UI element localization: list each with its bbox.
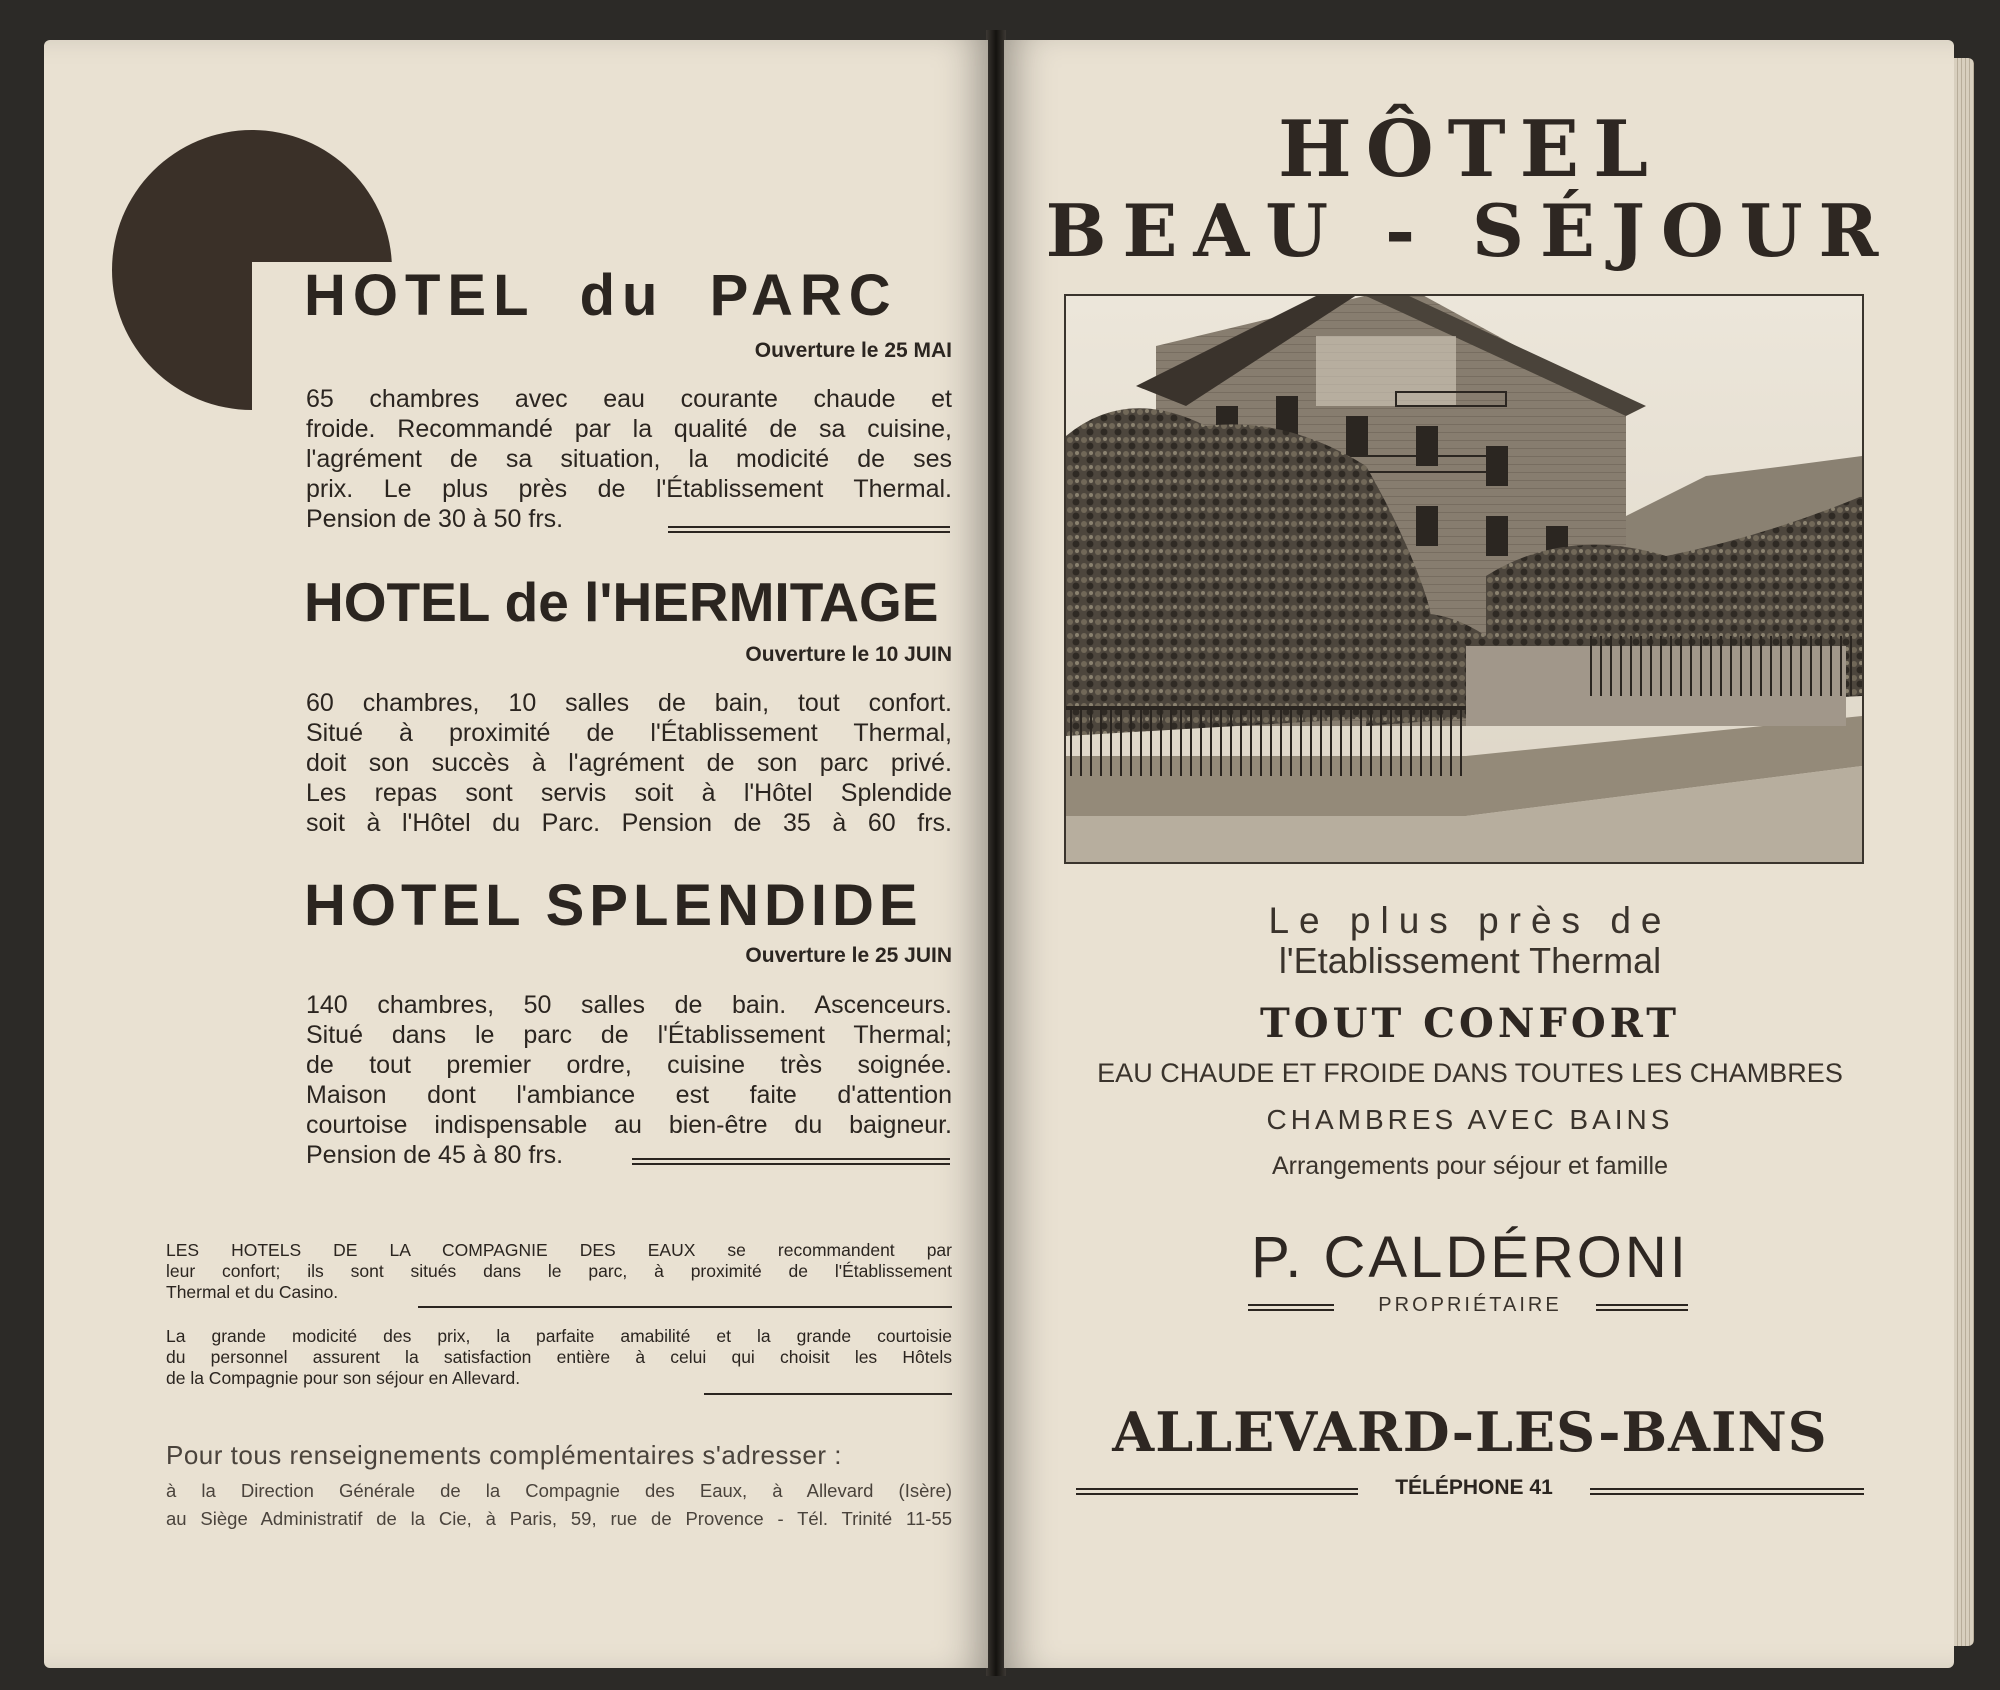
hotel-splendide-description [306, 990, 952, 1170]
company-note-1 [166, 1240, 952, 1303]
hotel-parc-title: HOTEL du PARC [304, 263, 898, 328]
owner-rule-right [1596, 1304, 1688, 1311]
info-heading: Pour tous renseignements complémentaires s'adresser : [166, 1440, 842, 1470]
section-divider [668, 526, 950, 533]
text-line: Maison dont l'ambiance est faite d'attention [306, 1081, 952, 1109]
hotel-splendide-title: HOTEL SPLENDIDE [304, 873, 923, 938]
book-gutter [986, 30, 1006, 1676]
hot-cold-water-line: EAU CHAUDE ET FROIDE DANS TOUTES LES CHAMBRES [1097, 1058, 1843, 1088]
hotel-hermitage-description [306, 688, 952, 838]
owner-rule-left [1248, 1304, 1334, 1311]
text-line: Situé dans le parc de l'Établissement Thermal; [306, 1021, 952, 1049]
hotel-photograph [1064, 294, 1864, 864]
tagline-line-1: Le plus près de [1268, 900, 1672, 941]
text-line: Pension de 30 à 50 frs. [306, 505, 564, 533]
hotel-splendide-opening: Ouverture le 25 JUIN [745, 944, 952, 967]
hotel-parc-opening: Ouverture le 25 MAI [754, 339, 952, 362]
text-line: Situé à proximité de l'Établissement Thermal, [306, 719, 952, 747]
info-line-2: au Siège Administratif de la Cie, à Paris, 59, rue de Provence - Tél. Trinité 11-55 [166, 1508, 952, 1529]
rooms-with-baths-line: CHAMBRES AVEC BAINS [1266, 1104, 1674, 1135]
text-line: prix. Le plus près de l'Établissement Thermal. [306, 475, 952, 503]
info-line-1: à la Direction Générale de la Compagnie des Eaux, à Allevard (Isère) [166, 1480, 952, 1501]
owner-name: P. CALDÉRONI [1251, 1225, 1689, 1290]
phone-rule-right [1590, 1488, 1864, 1495]
hotel-beau-sejour-title-line-2: BEAU - SÉJOUR [1045, 188, 1895, 273]
note-rule [704, 1393, 952, 1395]
note-rule [418, 1306, 952, 1308]
company-note-2 [166, 1326, 952, 1389]
section-divider [632, 1158, 950, 1165]
text-line: de tout premier ordre, cuisine très soignée. [306, 1051, 952, 1079]
owner-role: PROPRIÉTAIRE [1378, 1294, 1562, 1316]
hotel-beau-sejour-title-line-1: HÔTEL [1278, 104, 1662, 195]
text-line: de la Compagnie pour son séjour en Allevard. [166, 1368, 521, 1388]
text-line: froide. Recommandé par la qualité de sa cuisine, [306, 415, 952, 443]
text-line: 65 chambres avec eau courante chaude et [306, 385, 952, 413]
hotel-hermitage-opening: Ouverture le 10 JUIN [745, 643, 952, 666]
town-name: ALLEVARD-LES-BAINS [1112, 1400, 1828, 1464]
text-line: Pension de 45 à 80 frs. [306, 1141, 564, 1169]
phone-rule-left [1076, 1488, 1358, 1495]
text-line: soit à l'Hôtel du Parc. Pension de 35 à 60 frs. [306, 809, 952, 837]
text-line: du personnel assurent la satisfaction entière à celui qui choisit les Hôtels [166, 1347, 952, 1367]
text-line: LES HOTELS DE LA COMPAGNIE DES EAUX se recommandent par [166, 1240, 952, 1260]
hotel-hermitage-title: HOTEL de l'HERMITAGE [304, 571, 939, 633]
text-line: Thermal et du Casino. [166, 1282, 339, 1302]
text-line: La grande modicité des prix, la parfaite amabilité et la grande courtoisie [166, 1326, 952, 1346]
text-line: leur confort; ils sont situés dans le parc, à proximité de l'Établissement [166, 1261, 952, 1281]
text-line: 140 chambres, 50 salles de bain. Ascenceurs. [306, 991, 952, 1019]
text-line: l'agrément de sa situation, la modicité de ses [306, 445, 952, 473]
text-line: 60 chambres, 10 salles de bain, tout confort. [306, 689, 952, 717]
tout-confort-heading: TOUT CONFORT [1260, 1000, 1680, 1047]
text-line: doit son succès à l'agrément de son parc privé. [306, 749, 952, 777]
telephone: TÉLÉPHONE 41 [1395, 1476, 1553, 1499]
arrangements-line: Arrangements pour séjour et famille [1271, 1152, 1669, 1180]
text-line: courtoise indispensable au bien-être du baigneur. [306, 1111, 952, 1139]
text-line: Les repas sont servis soit à l'Hôtel Splendide [306, 779, 952, 807]
tagline-line-2: l'Etablissement Thermal [1278, 940, 1662, 981]
hotel-parc-description [306, 384, 952, 534]
